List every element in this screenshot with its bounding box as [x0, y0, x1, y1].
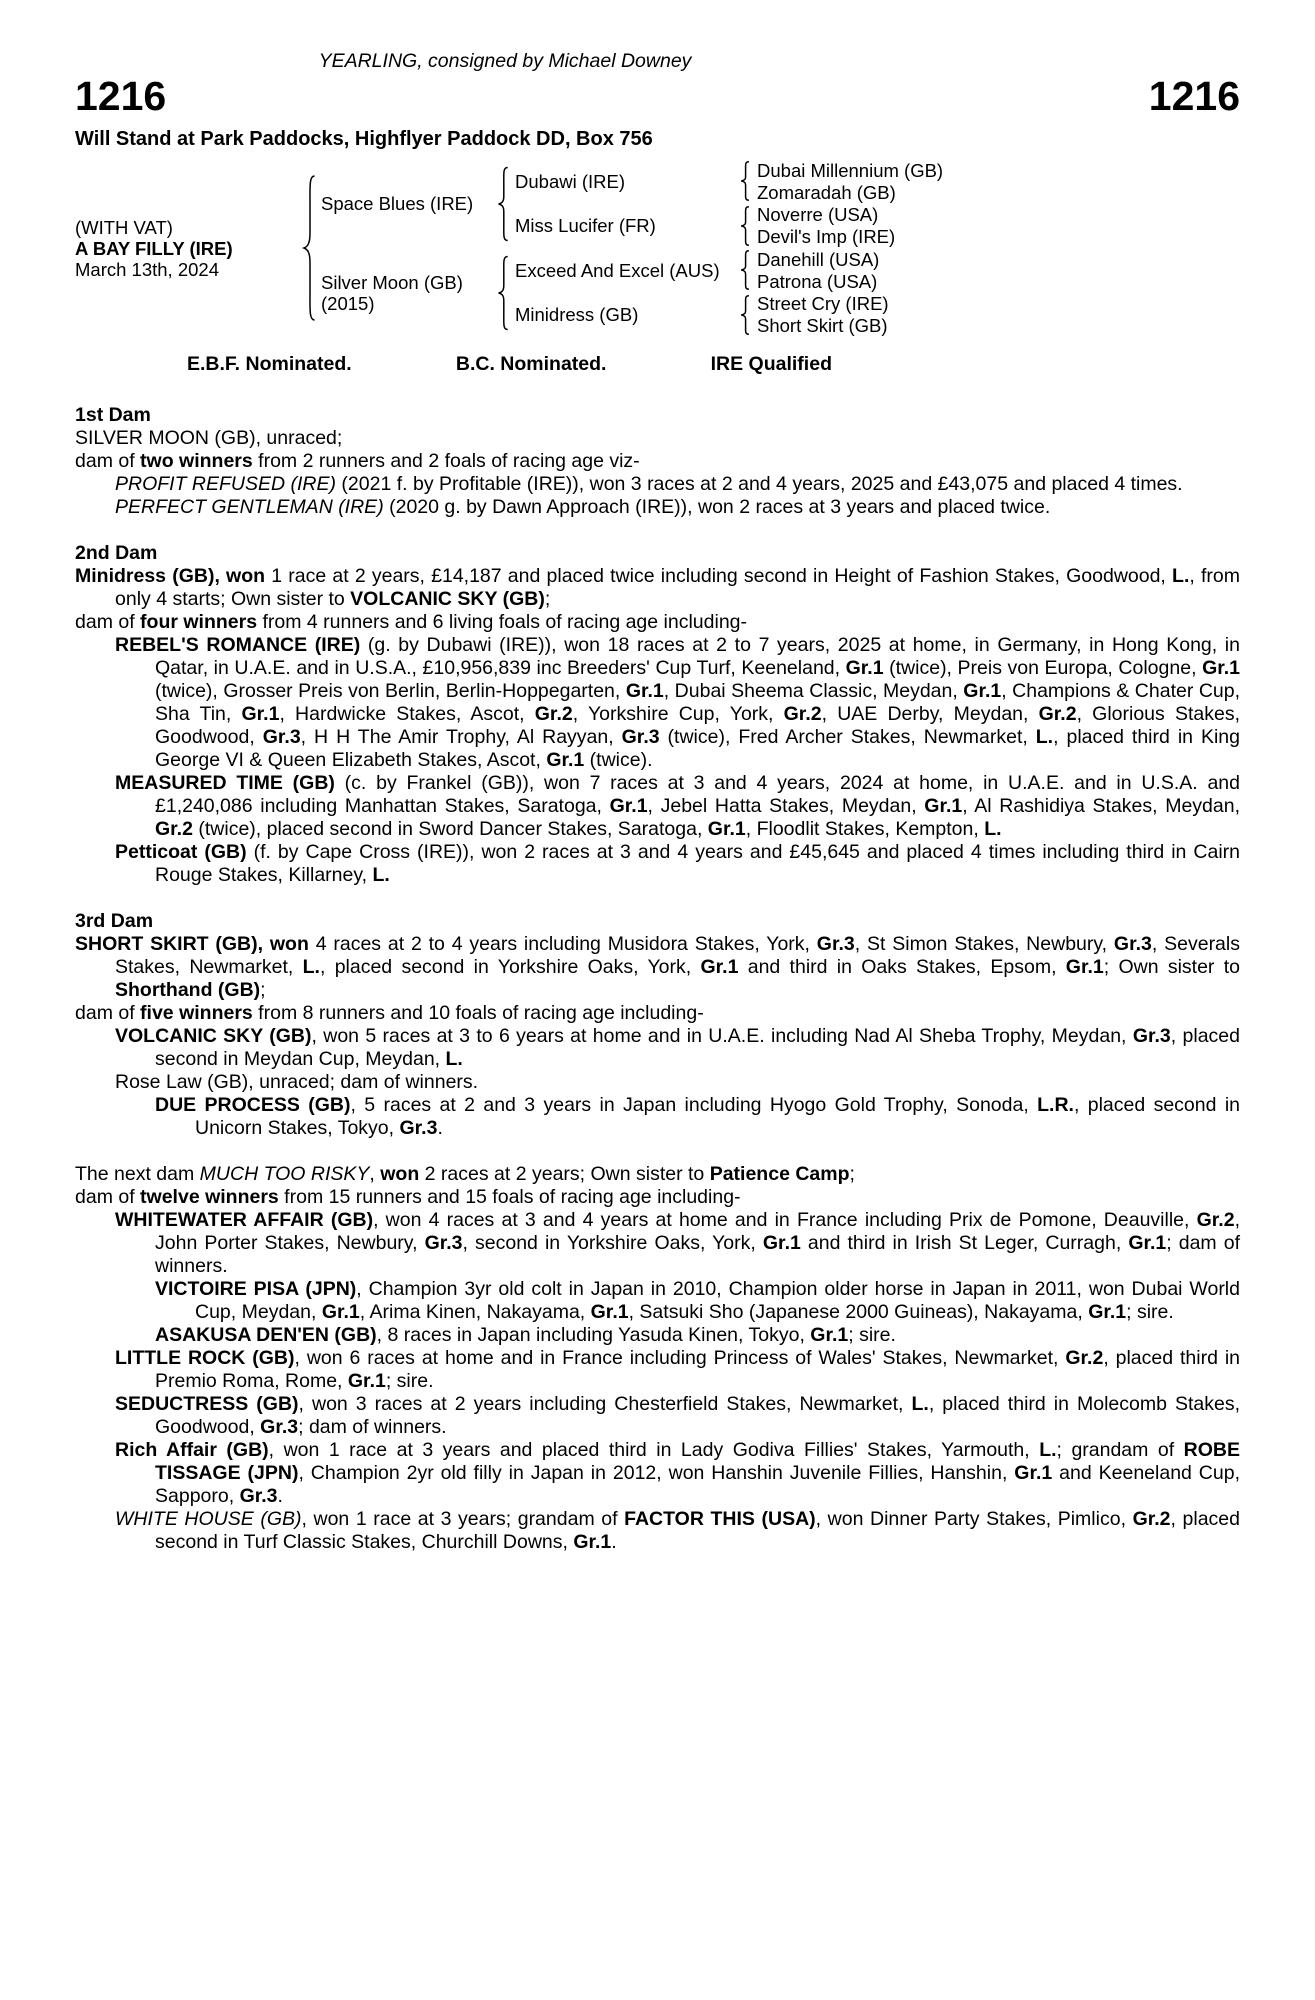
text-run: 1st Dam: [75, 404, 151, 427]
text-run: ; sire.: [385, 1370, 434, 1393]
paragraph: [75, 542, 1240, 565]
text-run: , placed second in Meydan Cup, Meydan,: [155, 1025, 1240, 1071]
text-run: , placed third in Premio Roma, Rome,: [155, 1347, 1240, 1393]
text-run: Petticoat (GB): [115, 841, 247, 864]
paragraph: [75, 496, 1240, 519]
paragraph: [75, 634, 1240, 772]
text-run: L.: [1035, 726, 1054, 749]
text-run: (twice), Preis von Europa, Cologne,: [883, 657, 1203, 680]
paragraph: [75, 1186, 1240, 1209]
text-run: , won 6 races at home and in France including Princess of Wales' Stakes, Newmarket,: [294, 1347, 1066, 1370]
paragraph: [75, 1508, 1240, 1554]
pedigree-gen3: [757, 159, 1240, 337]
brace-icon: [496, 166, 509, 242]
text-run: , second in Yorkshire Oaks, York,: [462, 1232, 763, 1255]
text-run: Gr.1: [1065, 956, 1104, 979]
text-run: SEDUCTRESS (GB): [115, 1393, 299, 1416]
text-run: Gr.1: [1202, 657, 1241, 680]
text-run: 1 race at 2 years, £14,187 and placed twice including second in Height of Fashion Stakes, Goodwood,: [265, 565, 1173, 588]
vat-note: (WITH VAT): [75, 216, 173, 238]
text-run: VOLCANIC SKY (GB): [115, 1025, 312, 1048]
text-run: and third in Oaks Stakes, Epsom,: [738, 956, 1066, 979]
pedigree-dam-dam-dam: Short Skirt (GB): [757, 315, 888, 337]
pedigree-sire-sire-sire: Dubai Millennium (GB): [757, 159, 944, 181]
bc-nominated-label: B.C. Nominated.: [455, 353, 607, 376]
text-run: Gr.1: [1128, 1232, 1167, 1255]
text-run: Gr.2: [1038, 703, 1077, 726]
paragraph: [75, 473, 1240, 496]
pedigree-gen1: [321, 159, 489, 337]
pedigree-sire-dam-dam: Devil's Imp (IRE): [757, 226, 896, 248]
pedigree-dam-name: Silver Moon (GB): [321, 271, 463, 293]
text-run: , UAE Derby, Meydan,: [821, 703, 1039, 726]
text-run: Rich Affair (GB): [115, 1439, 269, 1462]
brace-icon: [301, 173, 316, 323]
text-run: and Keeneland Cup, Sapporo,: [155, 1462, 1240, 1508]
ire-qualified-label: IRE Qualified: [710, 353, 832, 376]
text-run: , Al Rashidiya Stakes, Meydan,: [962, 795, 1240, 818]
text-run: Gr.3: [260, 1416, 299, 1439]
text-run: dam of: [75, 1186, 141, 1209]
text-run: Gr.1: [546, 749, 585, 772]
brace-icon: [739, 250, 750, 290]
text-run: (2021 f. by Profitable (IRE)), won 3 races at 2 and 4 years, 2025 and £43,075 and placed 4 times.: [336, 473, 1183, 496]
text-run: ;: [544, 588, 551, 611]
text-run: ASAKUSA DEN'EN (GB): [155, 1324, 377, 1347]
paragraph: [75, 1278, 1240, 1324]
text-run: ;: [260, 979, 266, 1002]
text-run: , St Simon Stakes, Newbury,: [854, 933, 1114, 956]
text-run: Gr.2: [1132, 1508, 1171, 1531]
text-run: , placed third in King George VI & Queen Elizabeth Stakes, Ascot,: [155, 726, 1240, 772]
text-run: Gr.2: [1196, 1209, 1235, 1232]
text-run: L.: [984, 818, 1002, 841]
horse-info: [75, 159, 295, 337]
stand-location-line: Will Stand at Park Paddocks, Highflyer Paddock DD, Box 756: [75, 128, 653, 151]
text-run: PERFECT GENTLEMAN (IRE): [115, 496, 384, 519]
text-run: Gr.3: [816, 933, 855, 956]
text-run: , won 1 race at 3 years and placed third in Lady Godiva Fillies' Stakes, Yarmouth,: [268, 1439, 1040, 1462]
text-run: , Yorkshire Cup, York,: [572, 703, 784, 726]
text-run: , placed second in Unicorn Stakes, Tokyo,: [195, 1094, 1240, 1140]
paragraph: [75, 1094, 1240, 1140]
pedigree-sire-cell: [321, 159, 489, 248]
brace-icon: [739, 206, 750, 246]
text-run: Gr.1: [590, 1301, 629, 1324]
pedigree-dam-sire-sire: Danehill (USA): [757, 248, 880, 270]
text-run: PROFIT REFUSED (IRE): [115, 473, 337, 496]
pedigree-dam-cell: [321, 248, 489, 337]
text-run: 3rd Dam: [75, 910, 154, 933]
text-run: , won 1 race at 3 years; grandam of: [301, 1508, 625, 1531]
text-run: won: [380, 1163, 420, 1186]
text-run: (twice), Grosser Preis von Berlin, Berlin-Hoppegarten,: [155, 680, 626, 703]
paragraph: [75, 1347, 1240, 1393]
text-run: Gr.1: [241, 703, 280, 726]
pedigree-gen2: [515, 159, 731, 337]
pedigree-dam-dam-sire: Street Cry (IRE): [757, 293, 889, 315]
text-run: SHORT SKIRT (GB), won: [75, 933, 309, 956]
text-run: (g. by Dubawi (IRE)), won 18 races at 2 to 7 years, 2025 at home, in Germany, in Hong Kong, in Qatar, in U.A.E. and in U.S.A., £10,956,839 inc Breeders' Cup Turf, Keeneland,: [155, 634, 1240, 680]
text-run: VICTOIRE PISA (JPN): [155, 1278, 357, 1301]
text-run: L.: [1039, 1439, 1057, 1462]
ebf-nominated-label: E.B.F. Nominated.: [187, 353, 352, 376]
text-run: Gr.2: [783, 703, 822, 726]
text-run: .: [437, 1117, 443, 1140]
text-run: .: [277, 1485, 283, 1508]
pedigree-dam-dam-name: Minidress (GB): [515, 304, 639, 326]
text-run: VOLCANIC SKY (GB): [350, 588, 545, 611]
text-run: five winners: [140, 1002, 253, 1025]
text-run: , Champion 2yr old filly in Japan in 2012, won Hanshin Juvenile Fillies, Hanshin,: [298, 1462, 1015, 1485]
pedigree-sire-sire-name: Dubawi (IRE): [515, 170, 625, 192]
text-run: Gr.3: [1132, 1025, 1171, 1048]
pedigree-brace-level3: [731, 159, 757, 337]
text-run: from 4 runners and 6 living foals of racing age including-: [257, 611, 747, 634]
paragraph: [75, 1071, 1240, 1094]
text-run: Gr.1: [609, 795, 648, 818]
text-run: , Hardwicke Stakes, Ascot,: [279, 703, 535, 726]
text-run: L.: [445, 1048, 463, 1071]
text-run: , won 4 races at 3 and 4 years at home and in France including Prix de Pomone, Deauville,: [373, 1209, 1197, 1232]
text-run: Gr.2: [155, 818, 193, 841]
text-run: dam of: [75, 611, 141, 634]
paragraph: [75, 772, 1240, 841]
text-run: MEASURED TIME (GB): [115, 772, 335, 795]
text-run: , placed third in Molecomb Stakes, Goodwood,: [155, 1393, 1240, 1439]
text-run: Gr.3: [239, 1485, 278, 1508]
text-run: WHITEWATER AFFAIR (GB): [115, 1209, 374, 1232]
text-run: Gr.1: [1014, 1462, 1053, 1485]
text-run: four winners: [140, 611, 258, 634]
text-run: ; grandam of: [1056, 1439, 1184, 1462]
text-run: ; Own sister to: [1103, 956, 1240, 979]
horse-description: A BAY FILLY (IRE): [75, 237, 233, 259]
catalogue-body: [75, 404, 1240, 1554]
text-run: (twice), Fred Archer Stakes, Newmarket,: [659, 726, 1036, 749]
paragraph: [75, 1025, 1240, 1071]
text-run: ,: [369, 1163, 381, 1186]
text-run: ; dam of winners.: [155, 1232, 1240, 1278]
text-run: , placed second in Turf Classic Stakes, Churchill Downs,: [155, 1508, 1240, 1554]
pedigree-sire-sire-dam: Zomaradah (GB): [757, 181, 896, 203]
paragraph: [75, 933, 1240, 1002]
pedigree-sire-name: Space Blues (IRE): [321, 193, 474, 215]
text-run: from 8 runners and 10 foals of racing age including-: [252, 1002, 704, 1025]
text-run: , won Dinner Party Stakes, Pimlico,: [815, 1508, 1133, 1531]
text-run: REBEL'S ROMANCE (IRE): [115, 634, 361, 657]
text-run: Gr.3: [621, 726, 660, 749]
text-run: Gr.3: [262, 726, 301, 749]
text-run: Gr.1: [845, 657, 884, 680]
text-run: L.: [1172, 565, 1190, 588]
text-run: DUE PROCESS (GB): [155, 1094, 351, 1117]
text-run: Gr.3: [1113, 933, 1152, 956]
paragraph: [75, 841, 1240, 887]
text-run: (twice).: [584, 749, 653, 772]
paragraph: [75, 1439, 1240, 1508]
brace-icon: [739, 295, 750, 335]
text-run: ;: [849, 1163, 855, 1186]
text-run: , Arima Kinen, Nakayama,: [359, 1301, 591, 1324]
text-run: and third in Irish St Leger, Curragh,: [800, 1232, 1129, 1255]
lot-number-left: 1216: [75, 73, 167, 119]
pedigree-brace-level1: [295, 159, 321, 337]
lot-number-right: 1216: [1148, 73, 1240, 119]
nominations-line: [187, 353, 832, 376]
text-run: Gr.1: [924, 795, 963, 818]
text-run: Gr.1: [762, 1232, 801, 1255]
text-run: Gr.1: [810, 1324, 849, 1347]
text-run: Rose Law (GB), unraced; dam of winners.: [115, 1071, 479, 1094]
text-run: , from only 4 starts; Own sister to: [115, 565, 1240, 611]
text-run: , won 3 races at 2 years including Chesterfield Stakes, Newmarket,: [298, 1393, 912, 1416]
text-run: Gr.1: [321, 1301, 360, 1324]
text-run: from 15 runners and 15 foals of racing age including-: [278, 1186, 741, 1209]
text-run: Gr.1: [347, 1370, 386, 1393]
text-run: (f. by Cape Cross (IRE)), won 2 races at 3 and 4 years and £45,645 and placed 4 times including third in Cairn Rouge Stakes, Killarney,: [155, 841, 1240, 887]
text-run: Gr.1: [963, 680, 1002, 703]
paragraph: [75, 565, 1240, 611]
paragraph: [75, 427, 1240, 450]
text-run: , John Porter Stakes, Newbury,: [155, 1209, 1240, 1255]
pedigree-dam-sire-dam: Patrona (USA): [757, 270, 878, 292]
pedigree-tree: [75, 159, 1240, 337]
text-run: , won 5 races at 3 to 6 years at home and in U.A.E. including Nad Al Sheba Trophy, Meydan,: [311, 1025, 1133, 1048]
text-run: L.: [302, 956, 320, 979]
pedigree-brace-level2: [489, 159, 515, 337]
text-run: Gr.2: [1065, 1347, 1104, 1370]
text-run: ; sire.: [1126, 1301, 1174, 1324]
text-run: , Champion 3yr old colt in Japan in 2010, Champion older horse in Japan in 2011, won Dubai World Cup, Meydan,: [195, 1278, 1240, 1324]
pedigree-sire-dam-sire: Noverre (USA): [757, 204, 879, 226]
text-run: Gr.1: [707, 818, 746, 841]
text-run: from 2 runners and 2 foals of racing age viz-: [252, 450, 640, 473]
text-run: , Jebel Hatta Stakes, Meydan,: [647, 795, 925, 818]
paragraph: [75, 404, 1240, 427]
text-run: two winners: [140, 450, 253, 473]
text-run: dam of: [75, 1002, 141, 1025]
text-run: L.: [372, 864, 390, 887]
consignor-line: YEARLING, consigned by Michael Downey: [318, 50, 692, 72]
paragraph: [75, 1393, 1240, 1439]
paragraph: [75, 1002, 1240, 1025]
text-run: Patience Camp: [709, 1163, 850, 1186]
text-run: L.: [911, 1393, 929, 1416]
brace-icon: [739, 161, 750, 201]
brace-icon: [496, 255, 509, 331]
paragraph: [75, 1324, 1240, 1347]
text-run: , 8 races in Japan including Yasuda Kinen, Tokyo,: [376, 1324, 811, 1347]
pedigree-dam-year: (2015): [321, 292, 375, 314]
text-run: 2nd Dam: [75, 542, 158, 565]
paragraph: [75, 611, 1240, 634]
paragraph: [75, 1209, 1240, 1278]
text-run: , Satsuki Sho (Japanese 2000 Guineas), Nakayama,: [628, 1301, 1089, 1324]
text-run: , placed second in Yorkshire Oaks, York,: [319, 956, 701, 979]
text-run: Minidress (GB), won: [75, 565, 266, 588]
pedigree-dam-sire-name: Exceed And Excel (AUS): [515, 259, 720, 281]
foal-date: March 13th, 2024: [75, 258, 219, 280]
paragraph: [75, 1163, 1240, 1186]
paragraph: [75, 910, 1240, 933]
text-run: SILVER MOON (GB), unraced;: [75, 427, 343, 450]
paragraph: [75, 450, 1240, 473]
text-run: (twice), placed second in Sword Dancer Stakes, Saratoga,: [192, 818, 708, 841]
text-run: , 5 races at 2 and 3 years in Japan including Hyogo Gold Trophy, Sonoda,: [350, 1094, 1038, 1117]
text-run: LITTLE ROCK (GB): [115, 1347, 295, 1370]
lot-number-row: [75, 75, 1240, 118]
text-run: FACTOR THIS (USA): [624, 1508, 816, 1531]
text-run: WHITE HOUSE (GB): [115, 1508, 302, 1531]
pedigree-sire-dam-name: Miss Lucifer (FR): [515, 215, 656, 237]
text-run: The next dam: [75, 1163, 200, 1186]
text-run: (2020 g. by Dawn Approach (IRE)), won 2 races at 3 years and placed twice.: [383, 496, 1051, 519]
text-run: L.R.: [1037, 1094, 1074, 1117]
text-run: dam of: [75, 450, 141, 473]
text-run: ; dam of winners.: [298, 1416, 447, 1439]
text-run: (c. by Frankel (GB)), won 7 races at 3 and 4 years, 2024 at home, in U.A.E. and in U.S.A. and £1,240,086 including Manhattan Stakes, Saratoga,: [155, 772, 1240, 818]
text-run: Gr.1: [700, 956, 739, 979]
text-run: Shorthand (GB): [115, 979, 261, 1002]
text-run: , Dubai Sheema Classic, Meydan,: [663, 680, 964, 703]
text-run: Gr.1: [625, 680, 664, 703]
text-run: .: [611, 1531, 617, 1554]
text-run: Gr.1: [573, 1531, 612, 1554]
text-run: , H H The Amir Trophy, Al Rayyan,: [300, 726, 622, 749]
text-run: 4 races at 2 to 4 years including Musidora Stakes, York,: [308, 933, 817, 956]
text-run: , Champions & Chater Cup, Sha Tin,: [155, 680, 1241, 726]
text-run: Gr.3: [424, 1232, 463, 1255]
text-run: MUCH TOO RISKY: [199, 1163, 370, 1186]
text-run: Gr.3: [399, 1117, 438, 1140]
text-run: ; sire.: [848, 1324, 896, 1347]
text-run: twelve winners: [140, 1186, 279, 1209]
text-run: , Floodlit Stakes, Kempton,: [745, 818, 985, 841]
text-run: , Severals Stakes, Newmarket,: [115, 933, 1240, 979]
text-run: ROBE TISSAGE (JPN): [155, 1439, 1240, 1485]
text-run: 2 races at 2 years; Own sister to: [419, 1163, 710, 1186]
text-run: , Glorious Stakes, Goodwood,: [155, 703, 1240, 749]
text-run: Gr.1: [1088, 1301, 1127, 1324]
text-run: Gr.2: [534, 703, 573, 726]
